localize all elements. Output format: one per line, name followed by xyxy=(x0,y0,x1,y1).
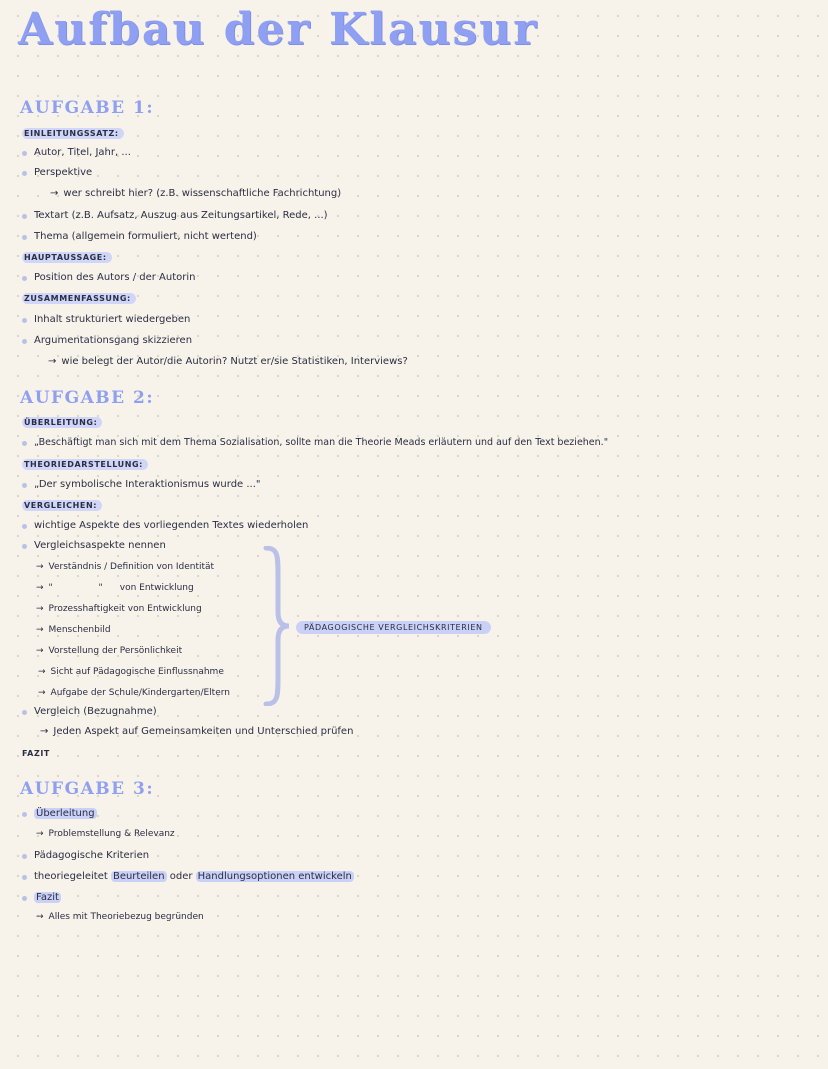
arrow-icon: → xyxy=(50,188,59,199)
list-subitem: → Problemstellung & Relevanz xyxy=(36,829,175,839)
arrow-icon: → xyxy=(38,667,46,677)
arrow-icon: → xyxy=(48,356,57,367)
list-item: Autor, Titel, Jahr, ... xyxy=(24,147,131,158)
list-item: theoriegeleitet Beurteilen oder Handlungsoptionen entwickeln xyxy=(24,871,354,882)
arrow-icon: → xyxy=(40,726,49,737)
arrow-icon: → xyxy=(36,646,44,656)
list-subitem: → Alles mit Theoriebezug begründen xyxy=(36,912,204,922)
kriterium-item: → Vorstellung der Persönlichkeit xyxy=(36,646,183,656)
zusammenfassung-label: ZUSAMMENFASSUNG: xyxy=(22,293,136,304)
kriterium-item: → Menschenbild xyxy=(36,625,111,635)
list-item: Vergleichsaspekte nennen xyxy=(24,540,166,551)
fazit-label: FAZIT xyxy=(22,749,50,758)
list-item: Position des Autors / der Autorin xyxy=(24,272,196,283)
kriterium-item: → Verständnis / Definition von Identität xyxy=(36,562,215,572)
arrow-icon: → xyxy=(36,912,44,922)
arrow-icon: → xyxy=(36,562,44,572)
page-title: Aufbau der Klausur xyxy=(18,4,539,55)
list-item: Pädagogische Kriterien xyxy=(24,850,149,861)
aufgabe-3-heading: AUFGABE 3: xyxy=(20,779,155,799)
list-subitem: → wie belegt der Autor/die Autorin? Nutzt er/sie Statistiken, Interviews? xyxy=(48,356,408,367)
list-item: „Der symbolische Interaktionismus wurde ..." xyxy=(24,479,261,490)
arrow-icon: → xyxy=(36,625,44,635)
theoriedarstellung-label: THEORIEDARSTELLUNG: xyxy=(22,459,148,470)
hauptaussage-label: HAUPTAUSSAGE: xyxy=(22,252,112,263)
vergleichen-label: VERGLEICHEN: xyxy=(22,500,102,511)
list-item: Fazit xyxy=(24,892,61,903)
kriterium-item: → Sicht auf Pädagogische Einflussnahme xyxy=(38,667,224,677)
arrow-icon: → xyxy=(36,583,44,593)
paedagogische-vergleichskriterien-badge: PÄDAGOGISCHE VERGLEICHSKRITERIEN xyxy=(296,621,491,634)
list-item: Textart (z.B. Aufsatz, Auszug aus Zeitungsartikel, Rede, ...) xyxy=(24,210,328,221)
list-item: Inhalt strukturiert wiedergeben xyxy=(24,314,190,325)
list-item: Vergleich (Bezugnahme) xyxy=(24,706,157,717)
list-item: Überleitung xyxy=(24,808,97,819)
kriterium-item: → Prozesshaftigkeit von Entwicklung xyxy=(36,604,202,614)
list-item: wichtige Aspekte des vorliegenden Textes wiederholen xyxy=(24,520,308,531)
list-subitem: → Jeden Aspekt auf Gemeinsamkeiten und Unterschied prüfen xyxy=(40,726,354,737)
list-item: Thema (allgemein formuliert, nicht wertend) xyxy=(24,231,257,242)
list-item: Perspektive xyxy=(24,167,92,178)
list-item: Argumentationsgang skizzieren xyxy=(24,335,192,346)
arrow-icon: → xyxy=(38,688,46,698)
arrow-icon: → xyxy=(36,829,44,839)
list-item: „Beschäftigt man sich mit dem Thema Sozialisation, sollte man die Theorie Meads erläutern und auf den Text beziehen." xyxy=(24,437,608,448)
arrow-icon: → xyxy=(36,604,44,614)
einleitungssatz-label: EINLEITUNGSSATZ: xyxy=(22,128,124,139)
list-subitem: → wer schreibt hier? (z.B. wissenschaftliche Fachrichtung) xyxy=(50,188,342,199)
aufgabe-2-heading: AUFGABE 2: xyxy=(20,388,155,408)
ueberleitung-label: ÜBERLEITUNG: xyxy=(22,417,102,428)
kriterium-item: → Aufgabe der Schule/Kindergarten/Eltern xyxy=(38,688,230,698)
curly-brace-icon xyxy=(262,546,292,706)
aufgabe-1-heading: AUFGABE 1: xyxy=(20,98,155,118)
kriterium-item: → " " von Entwicklung xyxy=(36,583,194,593)
